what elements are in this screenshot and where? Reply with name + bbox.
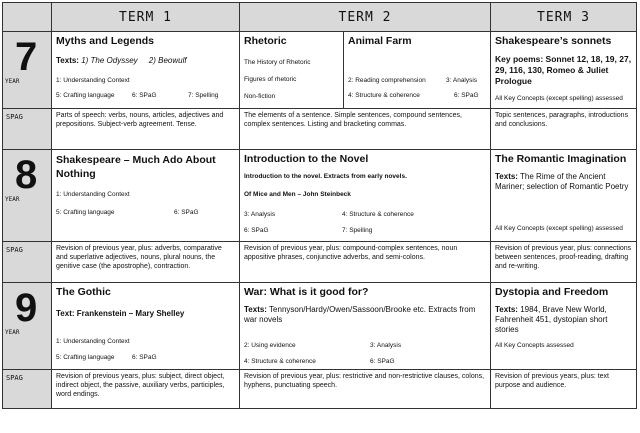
- unit-title: The Romantic Imagination: [495, 153, 627, 165]
- concept-2: 2: Using evidence: [244, 342, 296, 349]
- assessed-note: All Key Concepts assessed: [495, 342, 574, 349]
- concept-6: 6: SPaG: [132, 354, 157, 361]
- texts-label: Texts:: [495, 172, 518, 181]
- spag-text: Revision of previous year, plus: restrictive and non-restrictive clauses, colons, hyphens, punctuating speech.: [244, 373, 485, 389]
- year7-row: [3, 32, 637, 109]
- novel-intro: Introduction to the novel. Extracts from early novels.: [244, 173, 407, 180]
- mice-and-men: Of Mice and Men – John Steinbeck: [244, 191, 351, 198]
- text-a: 1) The Odyssey: [81, 56, 138, 65]
- header-term3: [491, 3, 637, 32]
- unit-title: Animal Farm: [348, 35, 412, 47]
- spag-text: Revision of previous years, plus: subject, direct object, indirect object, the passive, auxiliary verbs, participles, word endings.: [56, 373, 225, 398]
- spag-label: SPAG: [6, 374, 23, 382]
- rhetoric-item-1: The History of Rhetoric: [244, 59, 311, 66]
- concept-6: 6: SPaG: [454, 92, 479, 99]
- unit-title: Myths and Legends: [56, 35, 155, 47]
- y7-term2a-cell: [240, 32, 344, 109]
- year-number: 8: [15, 153, 38, 197]
- unit-title: Shakespeare’s sonnets: [495, 35, 612, 47]
- year-label: YEAR: [5, 196, 20, 203]
- header-term2: [240, 3, 491, 32]
- texts-line: [244, 305, 484, 325]
- term2-label: TERM 2: [338, 10, 392, 25]
- y9-spag-term2: [240, 370, 491, 409]
- y8-spag-term1: [52, 242, 240, 283]
- y9-spag-term1: [52, 370, 240, 409]
- concept-5: 5: Crafting language: [56, 354, 115, 361]
- concept-5: 5: Crafting language: [56, 209, 115, 216]
- texts-line: [495, 305, 633, 335]
- texts-label: Texts:: [244, 305, 267, 314]
- header-corner: [3, 3, 52, 32]
- spag-text: Topic sentences, paragraphs, introductions and conclusions.: [495, 112, 629, 128]
- spag-text: The elements of a sentence. Simple sentences, compound sentences, complex sentences. Listing and bracketing commas.: [244, 112, 462, 128]
- spag-text: Revision of previous year, plus: connections between sentences, proof-reading, drafting and re-writing.: [495, 245, 632, 270]
- spag-text: Revision of previous year, plus: adverbs, comparative and superlative adjectives, nouns, plural nouns, the genitive case (the apostrophe), contraction.: [56, 245, 222, 270]
- year-label: YEAR: [5, 78, 20, 85]
- term1-label: TERM 1: [119, 10, 172, 25]
- spag-text: Parts of speech: verbs, nouns, articles, adjectives and prepositions. Subject-verb agreement. Tense.: [56, 112, 224, 128]
- texts-line: [56, 56, 187, 66]
- concept-6: 6: SPaG: [132, 92, 157, 99]
- year-label: YEAR: [5, 329, 20, 336]
- year-number: 7: [15, 35, 38, 79]
- y7-term3-cell: [491, 32, 637, 109]
- texts-value: The Rime of the Ancient Mariner; selection of Romantic Poetry: [495, 172, 629, 191]
- concept-1: 1: Understanding Context: [56, 338, 130, 345]
- y9-spag-term3: [491, 370, 637, 409]
- year-number: 9: [15, 286, 38, 330]
- concept-7: 7: Spelling: [188, 92, 219, 99]
- spag-label: SPAG: [6, 113, 23, 121]
- concept-6: 6: SPaG: [370, 358, 395, 365]
- y9-term1-cell: [52, 283, 240, 370]
- assessed-note: All Key Concepts (except spelling) assessed: [495, 225, 623, 232]
- y9-term3-cell: [491, 283, 637, 370]
- concept-3: 3: Analysis: [370, 342, 402, 349]
- spag-label-cell: [3, 242, 52, 283]
- year9-label-cell: [3, 283, 52, 370]
- year7-label-cell: [3, 32, 52, 109]
- y8-term1-cell: [52, 150, 240, 242]
- assessed-note: All Key Concepts (except spelling) assessed: [495, 95, 623, 102]
- concept-4: 4: Structure & coherence: [244, 358, 316, 365]
- concept-5: 5: Crafting language: [56, 92, 115, 99]
- concept-4: 4: Structure & coherence: [348, 92, 420, 99]
- texts-line: [495, 172, 633, 192]
- y8-term2-cell: [240, 150, 491, 242]
- year8-row: [3, 150, 637, 242]
- text-line: Text: Frankenstein – Mary Shelley: [56, 309, 185, 318]
- header-term1: [52, 3, 240, 32]
- y8-spag-term2: [240, 242, 491, 283]
- texts-value: Tennyson/Hardy/Owen/Sassoon/Brooke etc. Extracts from war novels: [244, 305, 476, 324]
- header-row: [3, 3, 637, 32]
- concept-7: 7: Spelling: [342, 227, 373, 234]
- concept-4: 4: Structure & coherence: [342, 211, 414, 218]
- concept-3: 3: Analysis: [244, 211, 276, 218]
- year8-label-cell: [3, 150, 52, 242]
- unit-title: Shakespeare – Much Ado About Nothing: [56, 154, 216, 180]
- key-poems: Key poems: Sonnet 12, 18, 19, 27, 29, 116, 130, Romeo & Juliet Prologue: [495, 54, 632, 86]
- y9-term2-cell: [240, 283, 491, 370]
- y8-term3-cell: [491, 150, 637, 242]
- concept-3: 3: Analysis: [446, 77, 478, 84]
- texts-label: Texts:: [56, 56, 79, 65]
- text-b: 2) Beowulf: [148, 56, 187, 65]
- y7-spag-term2: [240, 109, 491, 150]
- y7-term1-cell: [52, 32, 240, 109]
- curriculum-table: [2, 2, 637, 409]
- spag-text: Revision of previous years, plus: text purpose and audience.: [495, 373, 609, 389]
- spag-text: Revision of previous year, plus: compound-complex sentences, noun appositive phrases, conjunctive adverbs, and semi-colons.: [244, 245, 458, 261]
- texts-value: 1984, Brave New World, Fahrenheit 451, dystopian short stories: [495, 305, 608, 334]
- spag-label: SPAG: [6, 246, 23, 254]
- unit-title: Dystopia and Freedom: [495, 286, 609, 298]
- y7-spag-row: [3, 109, 637, 150]
- unit-title: War: What is it good for?: [244, 286, 369, 298]
- concept-6: 6: SPaG: [244, 227, 269, 234]
- year9-row: [3, 283, 637, 370]
- texts-label: Texts:: [495, 305, 518, 314]
- rhetoric-item-2: Figures of rhetoric: [244, 76, 297, 83]
- concept-6: 6: SPaG: [174, 209, 199, 216]
- y7-spag-term1: [52, 109, 240, 150]
- concept-1: 1: Understanding Context: [56, 191, 130, 198]
- unit-title: Introduction to the Novel: [244, 153, 369, 165]
- spag-label-cell: [3, 370, 52, 409]
- spag-label-cell: [3, 109, 52, 150]
- y9-spag-row: [3, 370, 637, 409]
- y7-spag-term3: [491, 109, 637, 150]
- concept-1: 1: Understanding Context: [56, 77, 130, 84]
- y7-term2b-cell: [344, 32, 491, 109]
- y8-spag-term3: [491, 242, 637, 283]
- unit-title: The Gothic: [56, 286, 111, 298]
- unit-title: Rhetoric: [244, 35, 287, 47]
- term3-label: TERM 3: [537, 10, 590, 25]
- concept-2: 2: Reading comprehension: [348, 77, 426, 84]
- rhetoric-item-3: Non-fiction: [244, 93, 276, 100]
- y8-spag-row: [3, 242, 637, 283]
